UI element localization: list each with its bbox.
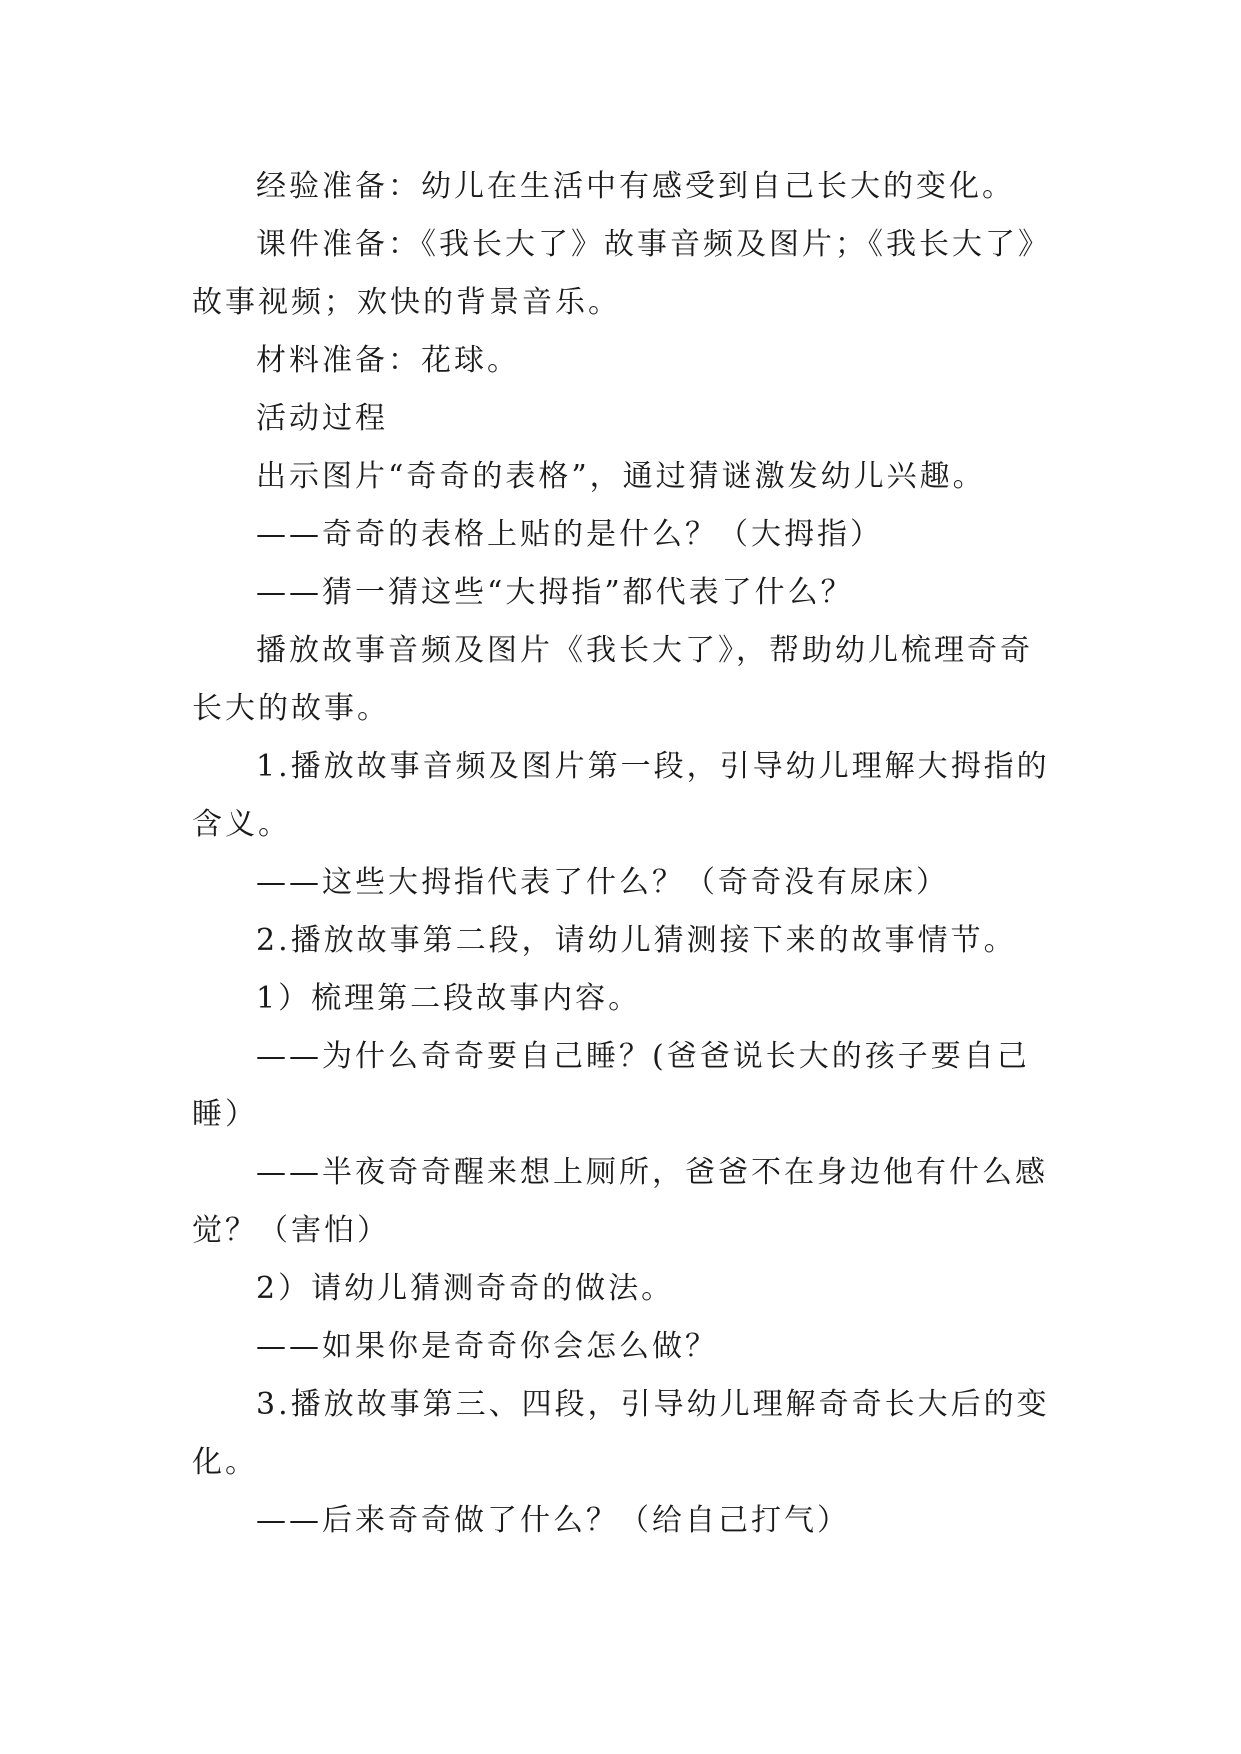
- paragraph-question: ——为什么奇奇要自己睡？(爸爸说长大的孩子要自己睡）: [192, 1039, 1030, 1132]
- paragraph-question: ——如果你是奇奇你会怎么做？: [256, 1329, 718, 1364]
- paragraph-courseware-prep: 课件准备：《我长大了》故事音频及图片；《我长大了》故事视频；欢快的背景音乐。: [192, 227, 1051, 320]
- paragraph-question: ——这些大拇指代表了什么？（奇奇没有尿床）: [256, 865, 949, 900]
- paragraph-material-prep: 材料准备：花球。: [256, 343, 520, 378]
- paragraph-play-story: 播放故事音频及图片《我长大了》，帮助幼儿梳理奇奇长大的故事。: [192, 633, 1033, 726]
- paragraph-experience-prep: 经验准备：幼儿在生活中有感受到自己长大的变化。: [256, 169, 1015, 204]
- paragraph-step-3: 3.播放故事第三、四段，引导幼儿理解奇奇长大后的变化。: [192, 1387, 1050, 1480]
- paragraph-question: ——猜一猜这些“大拇指”都代表了什么？: [256, 575, 854, 610]
- document-body: [192, 158, 1064, 1550]
- section-heading-activity-process: 活动过程: [256, 401, 388, 436]
- paragraph-question: ——半夜奇奇醒来想上厕所，爸爸不在身边他有什么感觉？（害怕）: [192, 1155, 1048, 1248]
- paragraph-step-2: 2.播放故事第二段，请幼儿猜测接下来的故事情节。: [256, 923, 1017, 958]
- paragraph-step-1: 1.播放故事音频及图片第一段，引导幼儿理解大拇指的含义。: [192, 749, 1050, 842]
- paragraph-substep-2: 2）请幼儿猜测奇奇的做法。: [256, 1271, 675, 1306]
- paragraph-substep-1: 1）梳理第二段故事内容。: [256, 981, 642, 1016]
- paragraph-question: ——后来奇奇做了什么？（给自己打气）: [256, 1503, 850, 1538]
- paragraph-show-picture: 出示图片“奇奇的表格”，通过猜谜激发幼儿兴趣。: [256, 459, 986, 494]
- paragraph-question: ——奇奇的表格上贴的是什么？（大拇指）: [256, 517, 883, 552]
